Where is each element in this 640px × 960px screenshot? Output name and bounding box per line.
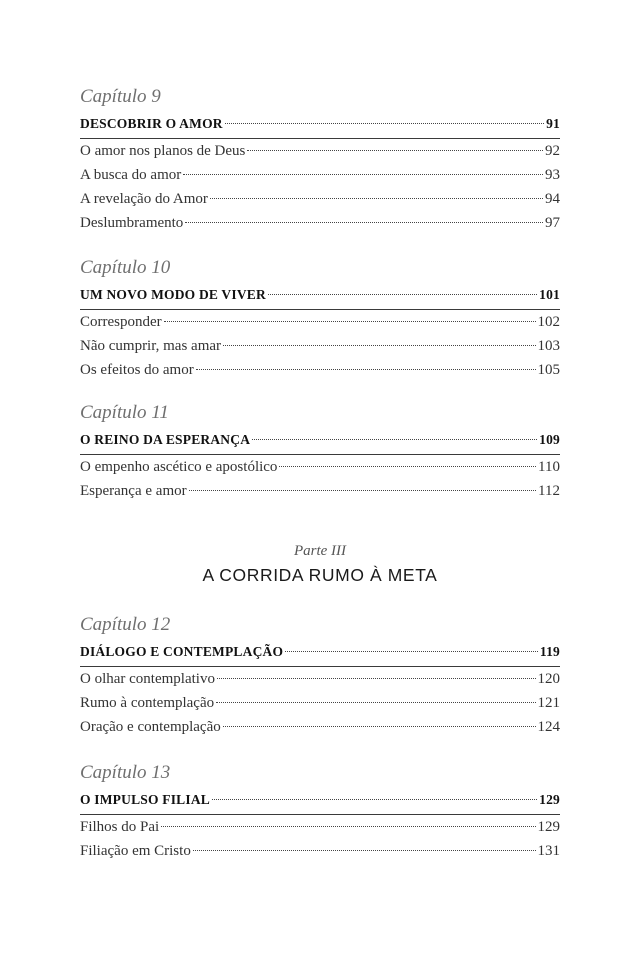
toc-entry[interactable]	[80, 163, 560, 187]
chapter-title-entry[interactable]	[80, 426, 560, 454]
entry-text: A revelação do Amor	[80, 191, 208, 207]
toc-entry[interactable]	[80, 187, 560, 211]
chapter-10	[80, 255, 560, 382]
dot-leader	[185, 222, 543, 223]
dot-leader	[183, 174, 543, 175]
chapter-title-entry[interactable]	[80, 110, 560, 138]
entry-text: Rumo à contemplação	[80, 695, 215, 711]
dot-leader	[252, 439, 537, 440]
dot-leader	[247, 150, 543, 151]
page-number: 129	[539, 792, 560, 807]
page-number: 101	[539, 287, 560, 302]
entry-text: O amor nos planos de Deus	[80, 143, 246, 159]
chapter-title-entry[interactable]	[80, 786, 560, 814]
page-number: 112	[538, 483, 560, 499]
entry-text: Os efeitos do amor	[80, 362, 194, 378]
page-number: 120	[537, 671, 560, 687]
page-number: 124	[537, 719, 560, 735]
page-number: 92	[545, 143, 560, 159]
chapter-title: O IMPULSO FILIAL	[80, 792, 210, 807]
page-number: 105	[537, 362, 560, 378]
page-number: 97	[545, 215, 560, 231]
dot-leader	[193, 850, 536, 851]
dot-leader	[225, 123, 544, 124]
dot-leader	[210, 198, 543, 199]
toc-entry[interactable]	[80, 310, 560, 334]
entry-text: Deslumbramento	[80, 215, 184, 231]
toc-entry[interactable]	[80, 139, 560, 163]
chapter-label: Capítulo 10	[80, 257, 171, 278]
entry-text: Corresponder	[80, 314, 162, 330]
part-label: Parte III	[293, 543, 347, 559]
chapter-title: O REINO DA ESPERANÇA	[80, 432, 251, 447]
chapter-label: Capítulo 9	[80, 86, 161, 107]
page-number: 131	[537, 843, 560, 859]
toc-entry[interactable]	[80, 691, 560, 715]
toc-entry[interactable]	[80, 667, 560, 691]
chapter-11	[80, 400, 560, 503]
toc-entry[interactable]	[80, 815, 560, 839]
page-number: 121	[537, 695, 560, 711]
entry-text: Não cumprir, mas amar	[80, 338, 222, 354]
dot-leader	[223, 345, 535, 346]
entry-text: O olhar contemplativo	[80, 671, 215, 687]
entry-text: Esperança e amor	[80, 483, 187, 499]
page-number: 119	[539, 644, 560, 659]
toc-entry[interactable]	[80, 839, 560, 863]
chapter-title-entry[interactable]	[80, 638, 560, 666]
page-number: 129	[537, 819, 560, 835]
chapter-13	[80, 760, 560, 863]
chapter-title-entry[interactable]	[80, 281, 560, 309]
part-heading	[80, 540, 560, 588]
chapter-label: Capítulo 12	[80, 614, 171, 635]
dot-leader	[189, 490, 536, 491]
entry-text: A busca do amor	[80, 167, 182, 183]
page-number: 109	[539, 432, 560, 447]
entry-text: Filiação em Cristo	[80, 843, 191, 859]
chapter-12	[80, 612, 560, 739]
dot-leader	[268, 294, 537, 295]
dot-leader	[212, 799, 537, 800]
entry-text: Filhos do Pai	[80, 819, 160, 835]
chapter-9	[80, 84, 560, 235]
page-number: 93	[545, 167, 560, 183]
dot-leader	[279, 466, 536, 467]
toc-entry[interactable]	[80, 334, 560, 358]
part-title: A CORRIDA RUMO À META	[202, 565, 438, 585]
entry-text: O empenho ascético e apostólico	[80, 459, 278, 475]
page-number: 91	[546, 116, 560, 131]
chapter-title: UM NOVO MODO DE VIVER	[80, 287, 266, 302]
chapter-title: DESCOBRIR O AMOR	[80, 116, 223, 131]
page-number: 110	[538, 459, 560, 475]
dot-leader	[216, 702, 535, 703]
dot-leader	[223, 726, 536, 727]
dot-leader	[217, 678, 536, 679]
entry-text: Oração e contemplação	[80, 719, 221, 735]
toc-entry[interactable]	[80, 211, 560, 235]
chapter-title: DIÁLOGO E CONTEMPLAÇÃO	[80, 644, 284, 659]
toc-entry[interactable]	[80, 479, 560, 503]
dot-leader	[285, 651, 538, 652]
toc-entry[interactable]	[80, 455, 560, 479]
page-number: 103	[537, 338, 560, 354]
dot-leader	[164, 321, 536, 322]
page-number: 102	[537, 314, 560, 330]
chapter-label: Capítulo 13	[80, 762, 171, 783]
toc-entry[interactable]	[80, 715, 560, 739]
chapter-label: Capítulo 11	[80, 402, 169, 423]
page-number: 94	[545, 191, 560, 207]
dot-leader	[196, 369, 536, 370]
toc-entry[interactable]	[80, 358, 560, 382]
dot-leader	[161, 826, 535, 827]
